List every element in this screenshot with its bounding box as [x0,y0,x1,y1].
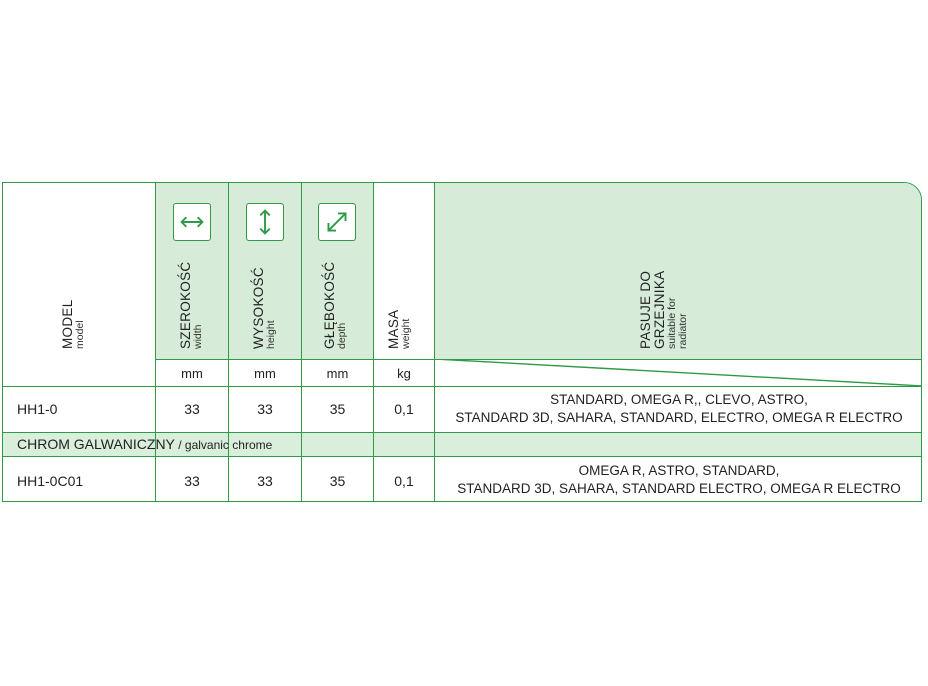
table-row-height: 33 [257,401,273,417]
table-row-width: 33 [184,401,200,417]
depth-header: GŁĘBOKOŚĆ depth [322,261,349,349]
model-header: MODEL model [60,299,87,349]
fits-unit-diagonal [435,359,922,386]
table-row-model: HH1-0C01 [17,473,84,489]
spec-table [2,182,922,502]
height-header: WYSOKOŚĆ height [251,267,278,349]
table-row-depth: 35 [329,401,346,417]
table-row-mass: 0,1 [394,401,414,417]
diagonal-arrows-icon [318,203,356,241]
fits-header: PASUJE DO GRZEJNIKA suitable for radiator [638,270,690,349]
horizontal-arrows-icon [173,203,211,241]
table-row-depth: 35 [329,473,346,489]
mass-unit: kg [397,366,411,381]
table-row-width: 33 [184,473,200,489]
mass-header: MASA weight [386,309,413,349]
section-title: CHROM GALWANICZNY / galvanic chrome [17,436,273,452]
table-row-mass: 0,1 [394,473,414,489]
width-unit: mm [181,366,203,381]
table-row-height: 33 [257,473,273,489]
table-row-fits-line1: STANDARD, OMEGA R,, CLEVO, ASTRO, [550,392,808,407]
table-row-fits-line2: STANDARD 3D, SAHARA, STANDARD, ELECTRO, OMEGA R ELECTRO [455,410,903,425]
table-row-fits-line2: STANDARD 3D, SAHARA, STANDARD ELECTRO, OMEGA R ELECTRO [457,481,901,496]
table-row-fits-line1: OMEGA R, ASTRO, STANDARD, [578,463,780,478]
vertical-arrows-icon [246,203,284,241]
table-row-model: HH1-0 [17,401,58,417]
width-header: SZEROKOŚĆ width [178,261,205,349]
depth-unit: mm [326,366,349,381]
height-unit: mm [254,366,276,381]
